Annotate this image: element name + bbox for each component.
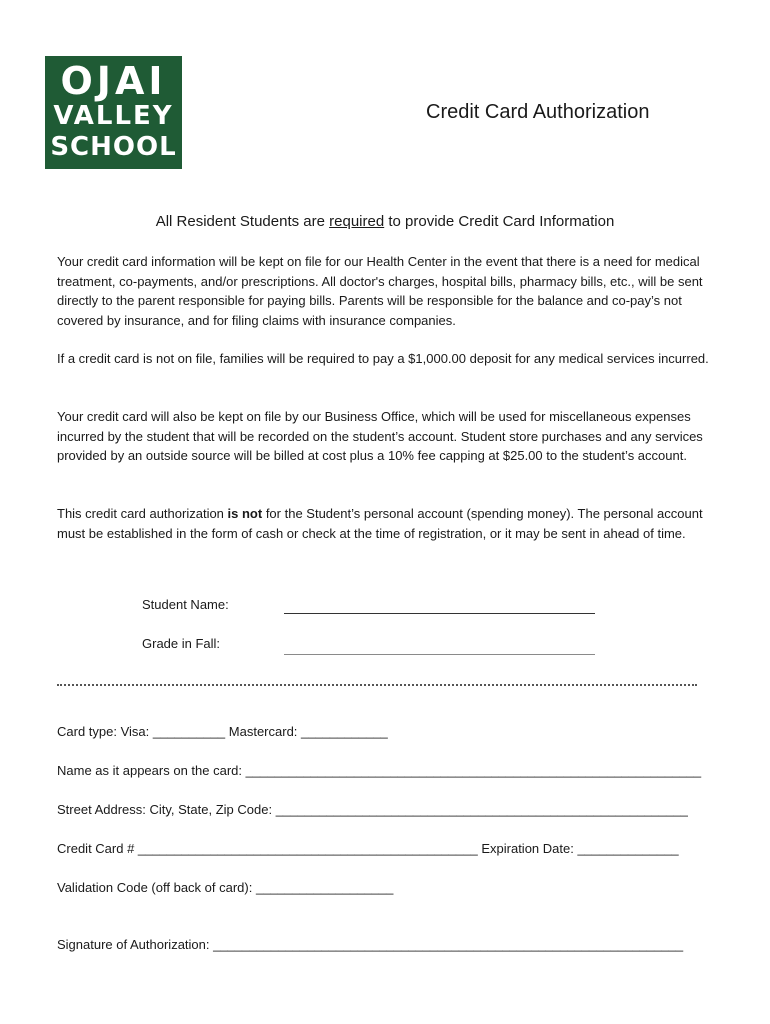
logo-line-2: VALLEY [53, 101, 174, 131]
school-logo [45, 56, 182, 169]
grade-in-fall-label: Grade in Fall: [142, 636, 221, 651]
street-address-field[interactable]: Street Address: City, State, Zip Code: _________________________________________________________ [57, 802, 688, 817]
heading-required: required [329, 213, 385, 230]
p4-post: for the Student’s personal account (spending money). The personal account must be established in the form of cash or check at the time of registration, or it may be sent in ahead of time. [57, 506, 703, 541]
signature-field[interactable]: Signature of Authorization: _________________________________________________________________ [57, 937, 684, 952]
paragraph-health-center: Your credit card information will be kept on file for our Health Center in the event that there is a need for medical treatment, co-payments, and/or prescriptions. All doctor's charges, hospital bills, pharmacy bills, etc., will be sent directly to the parent responsible for paying bills. Parents will be responsible for the balance and co-pay’s not covered by insurance, and for filing claims with insurance companies. [57, 254, 703, 328]
validation-code-field[interactable]: Validation Code (off back of card): ___________________ [57, 880, 394, 895]
student-name-label: Student Name: [142, 597, 229, 612]
logo-line-1: OJAI [60, 59, 167, 103]
card-type-field[interactable]: Card type: Visa: __________ Mastercard: ____________ [57, 724, 388, 739]
p4-bold: is not [227, 506, 263, 521]
p4-pre: This credit card authorization [57, 506, 228, 521]
paragraph-business-office: Your credit card will also be kept on file by our Business Office, which will be used for miscellaneous expenses incurred by the student that will be recorded on the student’s account. Student store purchases and any services provided by an outside source will be billed at cost plus a 10% fee capping at $25.00 to the student’s account. [57, 409, 703, 463]
name-on-card-field[interactable]: Name as it appears on the card: _______________________________________________________________ [57, 763, 702, 778]
student-name-line[interactable] [284, 613, 595, 614]
section-heading [0, 213, 770, 230]
document-title: Credit Card Authorization [426, 101, 650, 123]
heading-post: to provide Credit Card Information [384, 213, 615, 230]
heading-pre: All Resident Students are [155, 213, 330, 230]
logo-line-3: SCHOOL [50, 132, 177, 162]
paragraph-deposit: If a credit card is not on file, families will be required to pay a $1,000.00 deposit for any medical services incurred. [57, 351, 709, 366]
credit-card-number-field[interactable]: Credit Card # _______________________________________________ Expiration Date: ______________ [57, 841, 679, 856]
section-divider [57, 684, 697, 686]
grade-in-fall-line[interactable] [284, 654, 595, 655]
paragraph-personal-account [57, 504, 717, 543]
